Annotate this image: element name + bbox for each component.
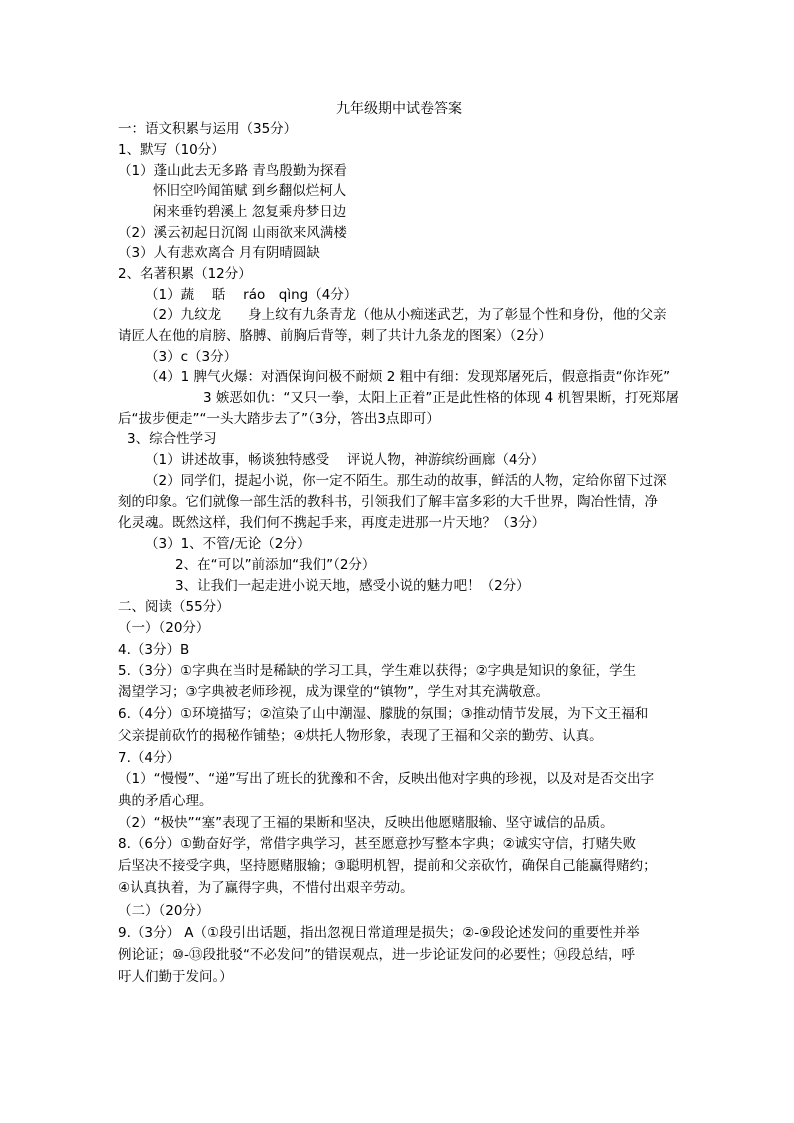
question-heading: 1、默写（10分）	[118, 142, 225, 158]
subsection-heading: （二）（20分）	[118, 903, 210, 919]
answer-line: 3 嫉恶如仇：“又只一拳，太阳上正着”正是此性格的体现 4 机智果断，打死郑屠	[203, 390, 680, 406]
answer-line: （3）人有悲欢离合 月有阴晴圆缺	[118, 245, 320, 261]
answer-line: （2）“极快”“塞”表现了王福的果断和坚决，反映出他愿赌服输、坚守诚信的品质。	[118, 815, 614, 831]
answer-line: 刻的印象。它们就像一部生活的教科书，引领我们了解丰富多彩的大千世界，陶冶性情，净	[118, 494, 658, 510]
answer-line: 2、在“可以”前添加“我们”（2分）	[175, 557, 376, 573]
answer-line: 请匠人在他的肩膀、胳膊、前胸后背等，刺了共计九条龙的图案）（2分）	[118, 328, 552, 344]
answer-line: ④认真执着，为了赢得字典，不惜付出艰辛劳动。	[118, 880, 414, 896]
answer-line: 7.（4分）	[118, 750, 180, 766]
answer-line: 怀旧空吟闻笛赋 到乡翻似烂柯人	[153, 183, 347, 199]
answer-line: 化灵魂。既然这样，我们何不携起手来，再度走进那一片天地？（3分）	[118, 515, 546, 531]
answer-line: 5.（3分）①字典在当时是稀缺的学习工具，学生难以获得；②字典是知识的象征，学生	[118, 663, 637, 679]
answer-line: （1）“慢慢”、“递”写出了班长的犹豫和不舍，反映出他对字典的珍视，以及对是否交出字	[118, 771, 655, 787]
answer-line: （1）讲述故事，畅谈独特感受 评说人物，神游缤纷画廊（4分）	[145, 452, 545, 468]
section-heading: 一：语文积累与运用（35分）	[118, 121, 298, 137]
answer-line: 吁人们勤于发问。）	[118, 969, 233, 985]
answer-line: 后坚决不接受字典，坚持愿赌服输；③聪明机智，提前和父亲砍竹，确保自己能赢得赌约；	[118, 858, 657, 874]
answer-line: （1）蓬山此去无多路 青鸟殷勤为探看	[118, 163, 347, 179]
answer-line: 6.（4分）①环境描写；②渲染了山中潮湿、朦胧的氛围；③推动情节发展，为下文王福和	[118, 706, 649, 722]
answer-line: 父亲提前砍竹的揭秘作铺垫；④烘托人物形象，表现了王福和父亲的勤劳、认真。	[118, 728, 603, 744]
answer-line: （3）c（3分）	[145, 349, 238, 365]
subsection-heading: （一）（20分）	[118, 620, 210, 636]
answer-line: 3、让我们一起走进小说天地，感受小说的魅力吧！（2分）	[175, 578, 530, 594]
section-heading: 二、阅读（55分）	[118, 599, 230, 615]
answer-line: （1）蔬 聒 ráo qìng（4分）	[145, 287, 358, 303]
answer-line: 9.（3分） A（①段引出话题，指出忽视日常道理是损失；②-⑨段论述发问的重要性并举	[118, 925, 640, 941]
answer-line: 闲来垂钓碧溪上 忽复乘舟梦日边	[153, 204, 347, 220]
answer-line: （3）1、不管/无论（2分）	[145, 536, 311, 552]
answer-line: 渴望学习；③字典被老师珍视，成为课堂的“镇物”，学生对其充满敬意。	[118, 684, 550, 700]
answer-line: （4）1 脾气火爆：对酒保询问极不耐烦 2 粗中有细：发现郑屠死后，假意指责“你诈死”	[145, 369, 671, 385]
answer-line: 4.（3分）B	[118, 642, 190, 658]
answer-line: 例论证；⑩-⑬段批驳“不必发问”的错误观点，进一步论证发问的必要性；⑭段总结，呼	[118, 947, 635, 963]
question-heading: 2、名著积累（12分）	[118, 266, 252, 282]
question-heading: 3、综合性学习	[127, 431, 217, 447]
answer-line: （2）溪云初起日沉阁 山雨欲来风满楼	[118, 225, 347, 241]
answer-line: （2）九纹龙 身上纹有九条青龙（他从小痴迷武艺，为了彰显个性和身份，他的父亲	[145, 307, 667, 323]
answer-line: （2）同学们，提起小说，你一定不陌生。那生动的故事，鲜活的人物，定给你留下过深	[145, 473, 667, 489]
answer-line: 8.（6分）①勤奋好学，常借字典学习，甚至愿意抄写整本字典；②诚实守信，打赌失败	[118, 836, 637, 852]
answer-line: 典的矛盾心理。	[118, 793, 213, 809]
answer-line: 后“拔步便走”“一头大踏步去了”（3分，答出3点即可）	[118, 411, 440, 427]
page-title: 九年级期中试卷答案	[336, 101, 462, 117]
